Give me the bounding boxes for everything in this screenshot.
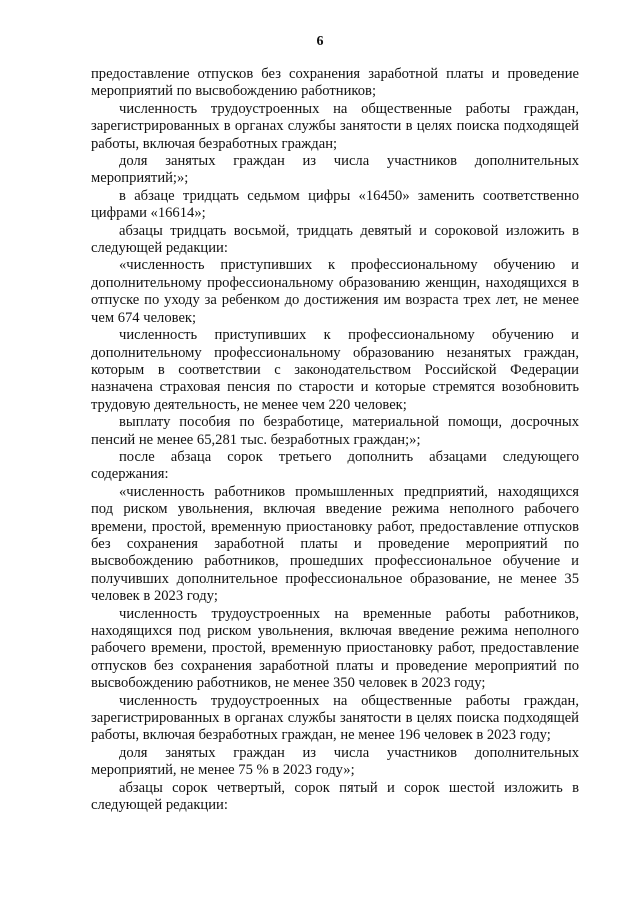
- paragraph: абзацы сорок четвертый, сорок пятый и сорок шестой изложить в следующей редакции:: [91, 779, 579, 814]
- page-number: 6: [316, 34, 324, 49]
- paragraph: выплату пособия по безработице, материальной помощи, досрочных пенсий не менее 65,281 тыс. безработных граждан;»;: [91, 414, 579, 448]
- paragraph: численность приступивших к профессиональному обучению и дополнительному профессиональному образованию незанятых граждан, которым в соответствии с законодательством Российской Федерации назначена страховая пенсия по старости и которые стремятся возобновить трудовую деятельность, не менее чем 220 человек;: [91, 327, 579, 413]
- paragraph: доля занятых граждан из числа участников дополнительных мероприятий;»;: [91, 153, 579, 187]
- paragraph: численность трудоустроенных на временные работы работников, находящихся под риском увольнения, включая введение режима неполного рабочего времени, простой, временную приостановку работ, предоставление отпусков без сохранения заработной платы и проведение мероприятий по высвобождению работников, не менее 350 человек в 2023 году;: [91, 605, 579, 692]
- paragraph: после абзаца сорок третьего дополнить абзацами следующего содержания:: [91, 448, 579, 483]
- paragraph: «численность работников промышленных предприятий, находящихся под риском увольнения, включая введение режима неполного рабочего времени, простой, временную приостановку работ, предоставление отпусков без сохранения заработной платы и проведение мероприятий по высвобождению работников, прошедших профессиональное обучение и получивших дополнительное профессиональное образование, не менее 35 человек в 2023 году;: [91, 483, 579, 605]
- document-body: [91, 66, 579, 814]
- paragraph: абзацы тридцать восьмой, тридцать девятый и сороковой изложить в следующей редакции:: [91, 222, 579, 257]
- paragraph: численность трудоустроенных на общественные работы граждан, зарегистрированных в органах службы занятости в целях поиска подходящей работы, включая безработных граждан;: [91, 100, 579, 152]
- paragraph: в абзаце тридцать седьмом цифры «16450» заменить соответственно цифрами «16614»;: [91, 187, 579, 222]
- paragraph: доля занятых граждан из числа участников дополнительных мероприятий, не менее 75 % в 2023 году»;: [91, 744, 579, 779]
- paragraph: предоставление отпусков без сохранения заработной платы и проведение мероприятий по высвобождению работников;: [91, 66, 579, 100]
- paragraph: «численность приступивших к профессиональному обучению и дополнительному профессиональному образованию женщин, находящихся в отпуске по уходу за ребенком до достижения им возраста трех лет, не менее чем 674 человек;: [91, 257, 579, 326]
- paragraph: численность трудоустроенных на общественные работы граждан, зарегистрированных в органах службы занятости в целях поиска подходящей работы, включая безработных граждан, не менее 196 человек в 2023 году;: [91, 692, 579, 744]
